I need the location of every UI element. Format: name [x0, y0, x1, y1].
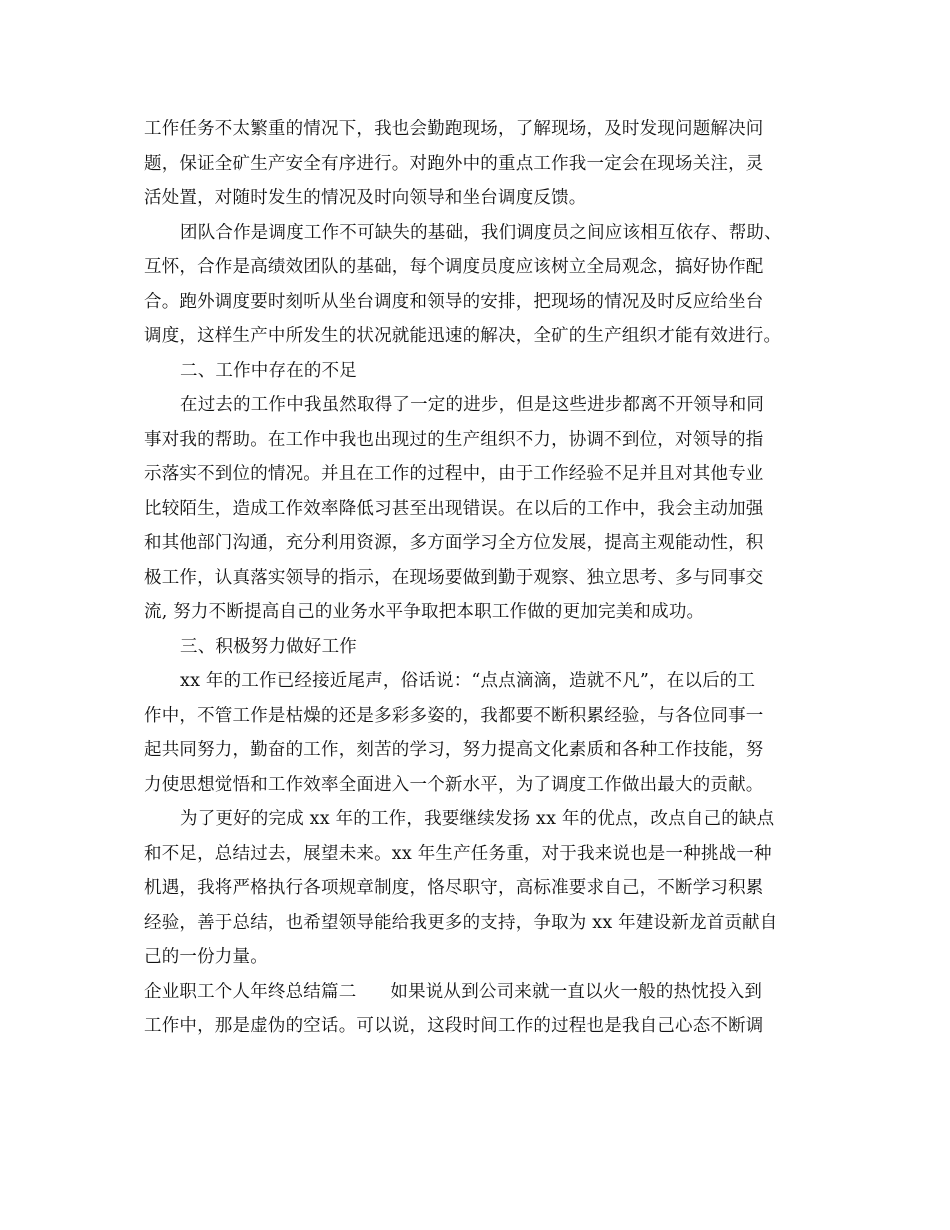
text-line: 机遇，我将严格执行各项规章制度，恪尽职守，高标准要求自己，不断学习积累 [144, 878, 764, 898]
text-line: 起共同努力，勤奋的工作，刻苦的学习，努力提高文化素质和各种工作技能，努 [144, 740, 764, 760]
text-line: 和其他部门沟通，充分利用资源，多方面学习全方位发展，提高主观能动性，积 [144, 533, 764, 553]
text-line: 合。跑外调度要时刻听从坐台调度和领导的安排，把现场的情况及时反应给坐台 [144, 291, 764, 312]
text-line: 调度，这样生产中所发生的状况就能迅速的解决，全矿的生产组织才能有效进行。 [144, 326, 782, 346]
text-line: 活处置，对随时发生的情况及时向领导和坐台调度反馈。 [144, 188, 587, 208]
text-line: 互怀，合作是高绩效团队的基础，每个调度员度应该树立全局观念，搞好协作配 [144, 257, 764, 277]
text-line: 示落实不到位的情况。并且在工作的过程中，由于工作经验不足并且对其他专业 [144, 464, 764, 484]
text-line: 比较陌生，造成工作效率降低习甚至出现错误。在以后的工作中，我会主动加强 [144, 498, 764, 519]
document-body [144, 112, 806, 1044]
section-first-text: 如果说从到公司来就一直以火一般的热忱投入到 [390, 981, 763, 1002]
paragraph-start-line: xx 年的工作已经接近尾声，俗话说：“点点滴滴，造就不凡”，在以后的工 [180, 671, 756, 691]
section-heading: 二、工作中存在的不足 [180, 360, 357, 381]
text-line: 己的一份力量。 [144, 947, 268, 967]
section-title: 企业职工个人年终总结篇二 [144, 981, 357, 1002]
text-line: 经验，善于总结，也希望领导能给我更多的支持，争取为 xx 年建设新龙首贡献自 [144, 912, 778, 933]
text-line: 事对我的帮助。在工作中我也出现过的生产组织不力，协调不到位，对领导的指 [144, 429, 764, 450]
text-line: 工作中，那是虚伪的空话。可以说，这段时间工作的过程也是我自己心态不断调 [144, 1016, 764, 1036]
text-line: 工作任务不太繁重的情况下，我也会勤跑现场，了解现场，及时发现问题解决问 [144, 119, 764, 139]
text-line: 力使思想觉悟和工作效率全面进入一个新水平，为了调度工作做出最大的贡献。 [144, 774, 764, 795]
paragraph-start-line: 为了更好的完成 xx 年的工作，我要继续发扬 xx 年的优点，改点自己的缺点 [180, 809, 775, 829]
text-line: 作中，不管工作是枯燥的还是多彩多姿的，我都要不断积累经验，与各位同事一 [144, 705, 764, 726]
section-heading: 三、积极努力做好工作 [180, 636, 357, 657]
text-line: 流, 努力不断提高自己的业务水平争取把本职工作做的更加完美和成功。 [144, 602, 705, 622]
section-title-line [144, 975, 806, 1010]
text-line: 和不足，总结过去，展望未来。xx 年生产任务重，对于我来说也是一种挑战一种 [144, 843, 772, 864]
paragraph-start-line: 团队合作是调度工作不可缺失的基础，我们调度员之间应该相互依存、帮助、 [180, 222, 782, 243]
paragraph-start-line: 在过去的工作中我虽然取得了一定的进步，但是这些进步都离不开领导和同 [180, 395, 765, 415]
text-line: 极工作，认真落实领导的指示，在现场要做到勤于观察、独立思考、多与同事交 [144, 567, 764, 588]
text-line: 题，保证全矿生产安全有序进行。对跑外中的重点工作我一定会在现场关注，灵 [144, 153, 764, 174]
